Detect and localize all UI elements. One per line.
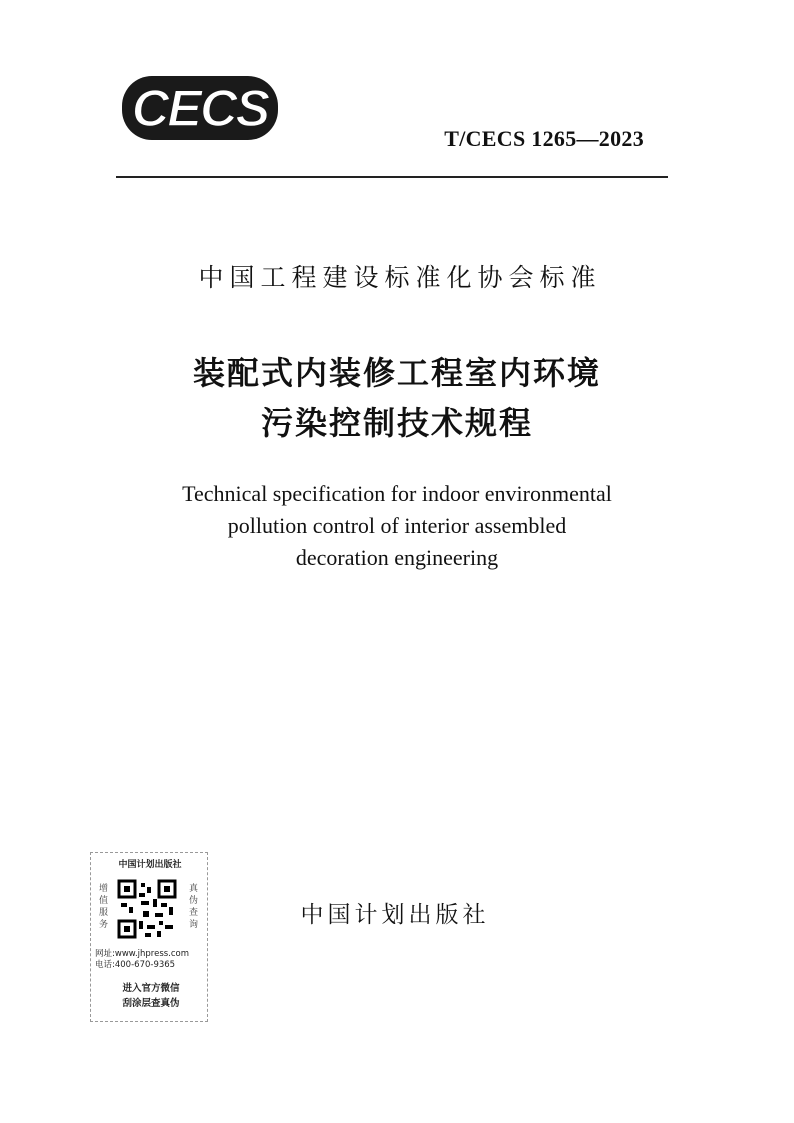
sticker-left-text: 增值服务 xyxy=(99,884,109,930)
sticker-contact xyxy=(95,949,207,971)
title-line-1: 装配式内装修工程室内环境 xyxy=(192,354,601,392)
anti-counterfeit-sticker xyxy=(90,852,208,1022)
sticker-phone: 电话:400-670-9365 xyxy=(95,960,176,970)
english-title-line-3: decoration engineering xyxy=(295,545,499,570)
qr-code-icon[interactable] xyxy=(117,879,177,939)
svg-text:CECS: CECS xyxy=(131,80,269,138)
publisher-name: 中国计划出版社 xyxy=(300,902,490,928)
english-title xyxy=(0,478,794,574)
cecs-logo xyxy=(120,70,280,146)
document-title xyxy=(0,348,794,448)
english-title-line-2: pollution control of interior assembled xyxy=(227,513,567,538)
title-line-2: 污染控制技术规程 xyxy=(260,404,533,442)
sticker-note xyxy=(103,981,199,1011)
sticker-note-line-1: 进入官方微信 xyxy=(122,983,180,994)
sticker-right-text: 真伪查询 xyxy=(189,884,199,930)
english-title-line-1: Technical specification for indoor environmental xyxy=(182,481,612,506)
sticker-brand: 中国计划出版社 xyxy=(118,860,182,870)
sticker-website: 网址:www.jhpress.com xyxy=(95,949,190,959)
organization-title: 中国工程建设标准化协会标准 xyxy=(198,263,602,292)
sticker-note-line-2: 刮涂层查真伪 xyxy=(122,998,180,1009)
header-divider xyxy=(116,176,668,178)
standard-number: T/CECS 1265—2023 xyxy=(444,126,644,151)
